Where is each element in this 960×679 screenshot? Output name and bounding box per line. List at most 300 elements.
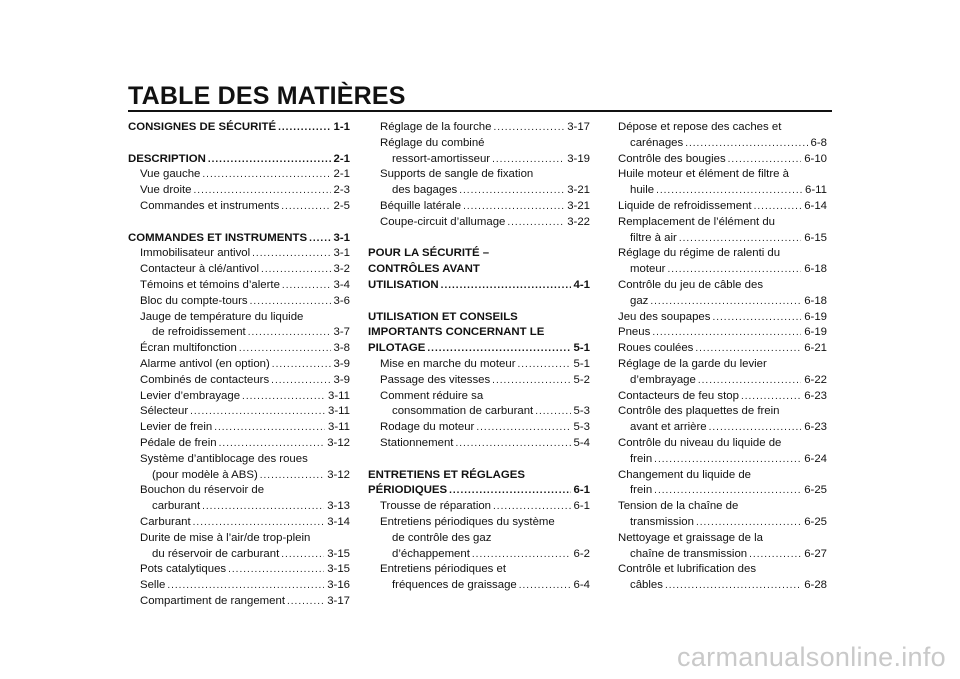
dot-leader (248, 325, 331, 341)
toc-entry-title: CONSIGNES DE SÉCURITÉ (128, 121, 277, 133)
toc-entry[interactable] (618, 483, 827, 499)
toc-entry-title: Compartiment de rangement (140, 594, 285, 607)
toc-page-number: 3-22 (567, 215, 590, 228)
dot-leader (239, 341, 331, 357)
toc-entry-text-line (368, 262, 590, 278)
toc-entry-title: Liquide de refroidissement (618, 199, 752, 212)
toc-entry-title: Pneus (618, 326, 651, 339)
dot-leader (679, 231, 801, 247)
toc-entry-text-line (618, 278, 827, 294)
toc-entry-title: Jeu des soupapes (618, 310, 711, 323)
toc-page-number: 3-12 (327, 436, 350, 449)
section-spacer (368, 294, 590, 310)
dot-leader (654, 483, 801, 499)
toc-entry-title: transmission (630, 515, 694, 528)
toc-entry-title: Bloc du compte-tours (140, 294, 248, 307)
toc-page-number: 6-19 (804, 326, 827, 339)
toc-entry-title: Témoins et témoins d’alerte (140, 278, 280, 291)
toc-entry[interactable] (128, 294, 350, 310)
toc-page-number: 5-3 (573, 421, 590, 434)
toc-page-number: 3-11 (328, 421, 350, 434)
toc-page-number: 3-13 (327, 500, 350, 513)
toc-page-number: 3-9 (333, 373, 350, 386)
dot-leader (194, 183, 331, 199)
dot-leader (698, 373, 801, 389)
toc-entry-title: du réservoir de carburant (152, 547, 280, 560)
toc-page-number: 5-3 (573, 405, 590, 418)
toc-entry-title: Réglage de la garde du levier (618, 357, 767, 370)
toc-entry-title: Immobilisateur antivol (140, 247, 251, 260)
toc-entry[interactable] (128, 278, 350, 294)
toc-entry-title: POUR LA SÉCURITÉ – (368, 247, 490, 260)
toc-entry[interactable] (618, 452, 827, 468)
dot-leader (652, 325, 801, 341)
toc-entry-title: filtre à air (630, 231, 677, 244)
toc-page-number: 5-1 (573, 357, 590, 370)
dot-leader (219, 436, 325, 452)
toc-entry-title: IMPORTANTS CONCERNANT LE (368, 326, 545, 339)
toc-page-number: 6-25 (804, 515, 827, 528)
toc-entry-title: Levier d’embrayage (140, 389, 241, 402)
toc-entry-title: Entretiens périodiques du système (380, 515, 555, 528)
toc-page-number: 3-15 (327, 563, 350, 576)
toc-page-number: 5-2 (573, 373, 590, 386)
toc-entry-title: PÉRIODIQUES (368, 484, 448, 497)
toc-entry[interactable] (128, 562, 350, 578)
dot-leader (696, 515, 801, 531)
toc-page-number: 3-7 (333, 326, 350, 339)
toc-entry[interactable] (618, 199, 827, 215)
dot-leader (287, 594, 324, 610)
toc-entry-text-line (618, 562, 827, 578)
toc-entry-title: frein (630, 452, 653, 465)
toc-entry-title: Passage des vitesses (380, 373, 491, 386)
toc-page-number: 6-23 (804, 421, 827, 434)
toc-entry[interactable] (128, 515, 350, 531)
toc-entry-text-line (368, 389, 590, 405)
dot-leader (228, 562, 324, 578)
toc-entry[interactable] (368, 499, 590, 515)
toc-entry[interactable] (368, 547, 590, 563)
toc-column-2 (368, 120, 590, 594)
toc-entry[interactable] (618, 389, 827, 405)
toc-entry[interactable] (128, 373, 350, 389)
toc-page-number: 6-28 (804, 579, 827, 592)
toc-entry[interactable] (368, 373, 590, 389)
toc-entry-title: Contrôle des bougies (618, 152, 726, 165)
toc-entry[interactable] (368, 215, 590, 231)
toc-entry-title: Coupe-circuit d’allumage (380, 215, 506, 228)
toc-entry-title: Contrôle du niveau du liquide de (618, 436, 782, 449)
dot-leader (282, 278, 331, 294)
toc-page-number: 6-21 (804, 342, 827, 355)
dot-leader (476, 420, 570, 436)
toc-entry-title: de refroidissement (152, 326, 246, 339)
toc-entry-title: consommation de carburant (392, 405, 534, 418)
toc-entry-title: Huile moteur et élément de filtre à (618, 168, 789, 181)
toc-entry-text-line (368, 325, 590, 341)
toc-entry-title: des bagages (392, 184, 458, 197)
toc-entry-title: Réglage de la fourche (380, 121, 492, 133)
dot-leader (459, 183, 564, 199)
dot-leader (271, 373, 330, 389)
toc-entry[interactable] (128, 420, 350, 436)
toc-page-number: 3-19 (567, 152, 590, 165)
toc-entry-title: CONTRÔLES AVANT (368, 263, 480, 276)
dot-leader (281, 199, 330, 215)
dot-leader (260, 468, 324, 484)
dot-leader (749, 547, 801, 563)
toc-entry-text-line (368, 246, 590, 262)
dot-leader (261, 262, 330, 278)
toc-entry-text-line (128, 452, 350, 468)
toc-entry[interactable] (618, 152, 827, 168)
toc-entry-title: Selle (140, 579, 166, 592)
toc-entry-title: Levier de frein (140, 421, 213, 434)
toc-entry[interactable] (128, 389, 350, 405)
toc-entry-text-line (368, 136, 590, 152)
toc-entry-title: Dépose et repose des caches et (618, 121, 782, 133)
watermark: carmanualsonline.info (677, 642, 946, 672)
toc-page-number: 3-4 (333, 278, 350, 291)
toc-entry-text-line (128, 310, 350, 326)
toc-page-number: 2-3 (333, 184, 350, 197)
dot-leader (449, 483, 570, 499)
page-title: TABLE DES MATIÈRES (128, 82, 406, 110)
toc-entry[interactable] (368, 436, 590, 452)
toc-page-number: 3-21 (567, 199, 590, 212)
toc-entry-title: Réglage du régime de ralenti du (618, 247, 781, 260)
section-spacer (128, 215, 350, 231)
toc-page-number: 3-15 (327, 547, 350, 560)
dot-leader (492, 373, 570, 389)
dot-leader (441, 278, 571, 294)
toc-entry-title: chaîne de transmission (630, 547, 748, 560)
toc-entry-title: Vue droite (140, 184, 192, 197)
toc-page-number: 6-18 (804, 263, 827, 276)
toc-entry[interactable] (618, 515, 827, 531)
toc-page-number: 3-6 (333, 294, 350, 307)
toc-page-number: 4-1 (573, 278, 590, 291)
toc-entry-title: COMMANDES ET INSTRUMENTS (128, 231, 308, 244)
toc-page-number: 3-11 (328, 405, 350, 418)
toc-page-number: 6-25 (804, 484, 827, 497)
toc-entry[interactable] (128, 120, 350, 136)
toc-entry[interactable] (368, 357, 590, 373)
toc-entry-title: UTILISATION (368, 278, 439, 291)
dot-leader (193, 515, 325, 531)
toc-entry-title: Pédale de frein (140, 436, 217, 449)
toc-entry[interactable] (618, 136, 827, 152)
toc-entry[interactable] (368, 199, 590, 215)
toc-entry[interactable] (618, 420, 827, 436)
toc-page-number: 6-15 (804, 231, 827, 244)
dot-leader (472, 547, 571, 563)
dot-leader (455, 436, 570, 452)
toc-entry-title: Combinés de contacteurs (140, 373, 270, 386)
toc-entry-title: Comment réduire sa (380, 389, 484, 402)
dot-leader (493, 120, 564, 136)
dot-leader (493, 499, 571, 515)
dot-leader (754, 199, 802, 215)
toc-entry-title: Roues coulées (618, 342, 694, 355)
toc-entry-title: Nettoyage et graissage de la (618, 531, 764, 544)
toc-entry[interactable] (368, 341, 590, 357)
toc-page-number: 3-11 (328, 389, 350, 402)
toc-page-number: 2-1 (333, 152, 350, 165)
toc-page-number: 3-16 (327, 579, 350, 592)
toc-entry[interactable] (618, 547, 827, 563)
toc-entry-text-line (618, 357, 827, 373)
toc-page-number: 6-18 (804, 294, 827, 307)
toc-page-number: 6-2 (573, 547, 590, 560)
toc-entry[interactable] (128, 578, 350, 594)
toc-entry[interactable] (128, 262, 350, 278)
toc-entry[interactable] (128, 246, 350, 262)
toc-entry[interactable] (128, 199, 350, 215)
toc-entry-title: Tension de la chaîne de (618, 500, 739, 513)
dot-leader (202, 167, 330, 183)
dot-leader (252, 246, 330, 262)
toc-entry[interactable] (368, 120, 590, 136)
toc-entry[interactable] (128, 167, 350, 183)
toc-entry[interactable] (368, 578, 590, 594)
toc-entry-text-line (128, 531, 350, 547)
dot-leader (507, 215, 564, 231)
toc-page-number: 6-1 (573, 500, 590, 513)
toc-entry-text-line (128, 483, 350, 499)
toc-entry-text-line (618, 120, 827, 136)
dot-leader (695, 341, 801, 357)
dot-leader (650, 294, 801, 310)
toc-entry[interactable] (128, 594, 350, 610)
toc-entry-title: Entretiens périodiques et (380, 563, 507, 576)
toc-entry-title: gaz (630, 294, 649, 307)
dot-leader (654, 452, 801, 468)
toc-column-3 (618, 120, 827, 594)
toc-entry-title: d’embrayage (630, 373, 696, 386)
toc-entry-title: ressort-amortisseur (392, 152, 491, 165)
dot-leader (741, 389, 801, 405)
dot-leader (517, 357, 570, 373)
toc-entry[interactable] (128, 357, 350, 373)
toc-entry-title: Réglage du combiné (380, 136, 485, 149)
dot-leader (278, 120, 330, 136)
dot-leader (281, 547, 324, 563)
toc-entry-title: Système d’antiblocage des roues (140, 452, 308, 465)
toc-entry[interactable] (368, 483, 590, 499)
toc-entry-text-line (368, 167, 590, 183)
dot-leader (242, 389, 325, 405)
toc-entry[interactable] (618, 231, 827, 247)
toc-page-number: 3-9 (333, 357, 350, 370)
toc-page-number: 6-19 (804, 310, 827, 323)
toc-entry-title: Durite de mise à l’air/de trop-plein (140, 531, 311, 544)
toc-entry[interactable] (368, 420, 590, 436)
toc-page-number: 6-22 (804, 373, 827, 386)
dot-leader (665, 578, 801, 594)
toc-entry[interactable] (368, 152, 590, 168)
toc-entry-title: carénages (630, 136, 684, 149)
toc-entry[interactable] (368, 183, 590, 199)
toc-entry-title: d’échappement (392, 547, 470, 560)
dot-leader (272, 357, 331, 373)
toc-entry[interactable] (618, 262, 827, 278)
dot-leader (709, 420, 802, 436)
section-spacer (368, 231, 590, 247)
toc-page-number: 6-23 (804, 389, 827, 402)
toc-entry[interactable] (128, 499, 350, 515)
toc-entry-title: Changement du liquide de (618, 468, 751, 481)
toc-entry[interactable] (128, 404, 350, 420)
dot-leader (202, 499, 324, 515)
toc-entry-title: Rodage du moteur (380, 421, 475, 434)
toc-page-number: 5-4 (573, 436, 590, 449)
toc-page-number: 5-1 (573, 342, 590, 355)
toc-page-number: 6-27 (804, 547, 827, 560)
toc-entry-title: ENTRETIENS ET RÉGLAGES (368, 468, 525, 481)
toc-entry-title: Contrôle et lubrification des (618, 563, 757, 576)
toc-entry-text-line (618, 499, 827, 515)
toc-page-number: 3-17 (327, 594, 350, 607)
toc-page-number: 3-14 (327, 515, 350, 528)
toc-entry-title: Pots catalytiques (140, 563, 227, 576)
toc-entry[interactable] (368, 404, 590, 420)
dot-leader (492, 152, 564, 168)
toc-entry-title: Sélecteur (140, 405, 189, 418)
toc-page-number: 6-14 (804, 199, 827, 212)
dot-leader (535, 404, 570, 420)
toc-entry-title: Bouchon du réservoir de (140, 484, 265, 497)
toc-entry-title: Béquille latérale (380, 199, 462, 212)
toc-entry[interactable] (618, 341, 827, 357)
toc-entry-title: fréquences de graissage (392, 579, 517, 592)
toc-entry-text-line (618, 436, 827, 452)
toc-page-number: 6-10 (804, 152, 827, 165)
toc-entry[interactable] (128, 231, 350, 247)
toc-entry-title: UTILISATION ET CONSEILS (368, 310, 518, 323)
toc-column-1 (128, 120, 350, 610)
toc-entry-title: Remplacement de l’élément du (618, 215, 776, 228)
toc-entry-title: moteur (630, 263, 666, 276)
toc-entry-title: Contrôle des plaquettes de frein (618, 405, 780, 418)
toc-entry[interactable] (618, 578, 827, 594)
toc-entry-title: frein (630, 484, 653, 497)
toc-page-number: 2-5 (333, 199, 350, 212)
toc-page-number: 1-1 (333, 121, 350, 133)
dot-leader (427, 341, 570, 357)
toc-entry-title: Mise en marche du moteur (380, 357, 516, 370)
toc-page-number: 6-11 (805, 184, 827, 197)
toc-entry-text-line (368, 531, 590, 547)
toc-entry-title: Écran multifonction (140, 342, 237, 355)
toc-entry-title: Alarme antivol (en option) (140, 357, 270, 370)
toc-entry-title: avant et arrière (630, 421, 707, 434)
dot-leader (519, 578, 571, 594)
toc-entry-text-line (368, 562, 590, 578)
toc-page-number: 6-24 (804, 452, 827, 465)
toc-entry-title: DESCRIPTION (128, 152, 206, 165)
toc-entry[interactable] (128, 468, 350, 484)
section-spacer (128, 136, 350, 152)
dot-leader (728, 152, 802, 168)
toc-entry[interactable] (618, 183, 827, 199)
dot-leader (667, 262, 801, 278)
dot-leader (250, 294, 331, 310)
dot-leader (167, 578, 324, 594)
toc-page-number: 6-4 (573, 579, 590, 592)
toc-entry-title: Jauge de température du liquide (140, 310, 304, 323)
toc-entry-text-line (618, 404, 827, 420)
section-spacer (368, 452, 590, 468)
toc-entry-text-line (618, 215, 827, 231)
toc-page-number: 3-8 (333, 342, 350, 355)
toc-entry[interactable] (128, 547, 350, 563)
toc-entry-title: carburant (152, 500, 201, 513)
toc-entry[interactable] (128, 436, 350, 452)
dot-leader (712, 310, 801, 326)
toc-entry-text-line (618, 531, 827, 547)
toc-entry[interactable] (128, 341, 350, 357)
toc-entry-title: Commandes et instruments (140, 199, 280, 212)
toc-page-number: 3-1 (333, 247, 350, 260)
toc-page-number: 3-1 (333, 231, 350, 244)
toc-entry-title: de contrôle des gaz (392, 531, 492, 544)
dot-leader (214, 420, 325, 436)
toc-entry-title: Contacteurs de feu stop (618, 389, 739, 402)
dot-leader (190, 404, 325, 420)
toc-entry[interactable] (128, 183, 350, 199)
dot-leader (309, 231, 330, 247)
toc-entry-title: (pour modèle à ABS) (152, 468, 258, 481)
toc-entry-text-line (368, 515, 590, 531)
toc-entry-text-line (368, 310, 590, 326)
toc-entry-text-line (618, 167, 827, 183)
title-underline (128, 110, 832, 112)
toc-entry[interactable] (618, 294, 827, 310)
toc-entry[interactable] (618, 373, 827, 389)
toc-entry-text-line (618, 468, 827, 484)
dot-leader (656, 183, 802, 199)
toc-entry-text-line (368, 468, 590, 484)
toc-entry-title: huile (630, 184, 655, 197)
toc-entry-title: PILOTAGE (368, 342, 426, 355)
toc-entry-title: Stationnement (380, 436, 454, 449)
toc-entry[interactable] (618, 310, 827, 326)
toc-page-number: 3-12 (327, 468, 350, 481)
toc-entry[interactable] (618, 325, 827, 341)
toc-entry[interactable] (128, 325, 350, 341)
dot-leader (208, 152, 331, 168)
toc-page-number: 3-21 (567, 184, 590, 197)
dot-leader (463, 199, 564, 215)
toc-entry[interactable] (368, 278, 590, 294)
toc-entry-title: Vue gauche (140, 168, 201, 181)
toc-entry-title: Trousse de réparation (380, 500, 492, 513)
toc-entry-title: Carburant (140, 515, 191, 528)
toc-entry-title: Supports de sangle de fixation (380, 168, 534, 181)
toc-entry-title: Contrôle du jeu de câble des (618, 278, 764, 291)
toc-page-number: 2-1 (333, 168, 350, 181)
toc-page-number: 3-2 (333, 263, 350, 276)
toc-entry-title: Contacteur à clé/antivol (140, 263, 260, 276)
toc-page-number: 6-1 (573, 484, 590, 497)
toc-page-number: 3-17 (567, 121, 590, 133)
toc-entry[interactable] (128, 152, 350, 168)
toc-entry-title: câbles (630, 579, 663, 592)
toc-entry-text-line (618, 246, 827, 262)
toc-page-number: 6-8 (810, 136, 827, 149)
